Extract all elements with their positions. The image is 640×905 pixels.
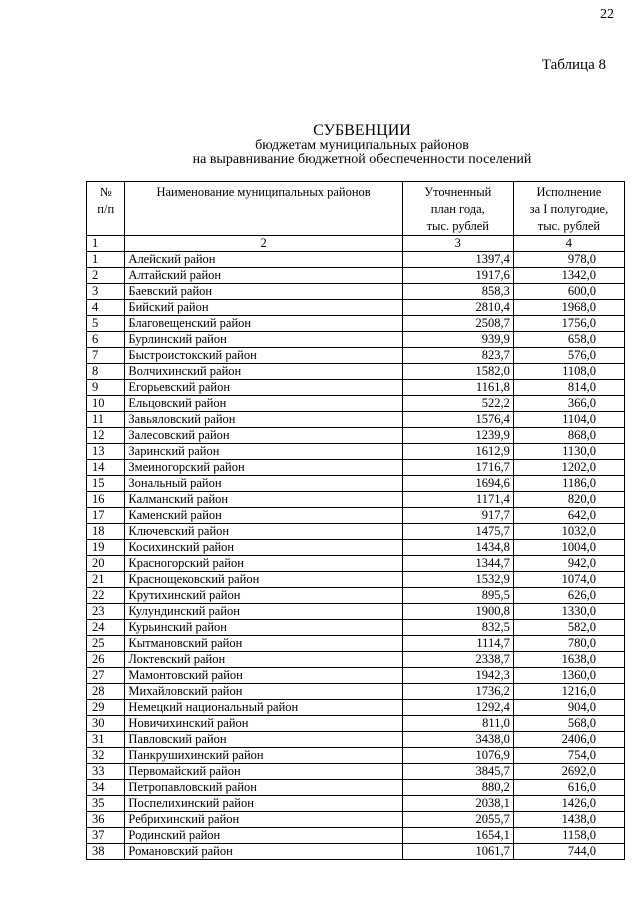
execution-value-cell: 2692,0 [513, 764, 624, 780]
plan-value-cell: 1161,8 [402, 380, 513, 396]
district-name-cell: Поспелихинский район [125, 796, 402, 812]
district-name-cell: Бурлинский район [125, 332, 402, 348]
header-plan-line-2: план года, [430, 202, 485, 216]
district-name-cell: Быстроистокский район [125, 348, 402, 364]
row-number-cell: 18 [87, 524, 125, 540]
plan-value-cell: 2338,7 [402, 652, 513, 668]
district-name-cell: Новичихинский район [125, 716, 402, 732]
plan-value-cell: 1612,9 [402, 444, 513, 460]
district-name-cell: Краснощековский район [125, 572, 402, 588]
execution-value-cell: 626,0 [513, 588, 624, 604]
page-number: 22 [600, 7, 614, 22]
execution-value-cell: 1360,0 [513, 668, 624, 684]
execution-value-cell: 600,0 [513, 284, 624, 300]
table-row [87, 380, 625, 396]
execution-value-cell: 1158,0 [513, 828, 624, 844]
execution-value-cell: 904,0 [513, 700, 624, 716]
row-number-cell: 17 [87, 508, 125, 524]
district-name-cell: Ключевский район [125, 524, 402, 540]
header-num-line-1: № [99, 185, 112, 199]
table-row [87, 524, 625, 540]
row-number-cell: 36 [87, 812, 125, 828]
execution-value-cell: 658,0 [513, 332, 624, 348]
plan-value-cell: 880,2 [402, 780, 513, 796]
row-number-cell: 32 [87, 748, 125, 764]
district-name-cell: Волчихинский район [125, 364, 402, 380]
table-row [87, 588, 625, 604]
table-row [87, 268, 625, 284]
district-name-cell: Благовещенский район [125, 316, 402, 332]
title-line-2: бюджетам муниципальных районов [255, 138, 469, 153]
plan-value-cell: 2508,7 [402, 316, 513, 332]
table-row [87, 556, 625, 572]
table-row [87, 476, 625, 492]
plan-value-cell: 1716,7 [402, 460, 513, 476]
execution-value-cell: 1968,0 [513, 300, 624, 316]
table-row [87, 716, 625, 732]
row-number-cell: 34 [87, 780, 125, 796]
column-number: 2 [125, 236, 402, 252]
execution-value-cell: 1004,0 [513, 540, 624, 556]
district-name-cell: Калманский район [125, 492, 402, 508]
plan-value-cell: 1434,8 [402, 540, 513, 556]
table-row [87, 812, 625, 828]
plan-value-cell: 3438,0 [402, 732, 513, 748]
execution-value-cell: 1756,0 [513, 316, 624, 332]
plan-value-cell: 1654,1 [402, 828, 513, 844]
plan-value-cell: 917,7 [402, 508, 513, 524]
district-name-cell: Павловский район [125, 732, 402, 748]
table-row [87, 492, 625, 508]
table-row [87, 444, 625, 460]
table-row [87, 364, 625, 380]
table-row [87, 316, 625, 332]
execution-value-cell: 820,0 [513, 492, 624, 508]
row-number-cell: 4 [87, 300, 125, 316]
table-row [87, 620, 625, 636]
plan-value-cell: 1076,9 [402, 748, 513, 764]
execution-value-cell: 1426,0 [513, 796, 624, 812]
column-number: 4 [513, 236, 624, 252]
plan-value-cell: 1114,7 [402, 636, 513, 652]
row-number-cell: 9 [87, 380, 125, 396]
plan-value-cell: 1171,4 [402, 492, 513, 508]
document-title [100, 123, 624, 167]
plan-value-cell: 3845,7 [402, 764, 513, 780]
header-plan-line-3: тыс. рублей [426, 219, 489, 233]
table-row [87, 460, 625, 476]
district-name-cell: Залесовский район [125, 428, 402, 444]
execution-value-cell: 2406,0 [513, 732, 624, 748]
execution-value-cell: 754,0 [513, 748, 624, 764]
row-number-cell: 1 [87, 252, 125, 268]
row-number-cell: 37 [87, 828, 125, 844]
header-exec [513, 182, 624, 236]
header-exec-line-2: за I полугодие, [529, 202, 609, 216]
table-row [87, 508, 625, 524]
execution-value-cell: 1342,0 [513, 268, 624, 284]
row-number-cell: 6 [87, 332, 125, 348]
row-number-cell: 8 [87, 364, 125, 380]
row-number-cell: 28 [87, 684, 125, 700]
title-line-3: на выравнивание бюджетной обеспеченности поселений [192, 152, 532, 167]
plan-value-cell: 2038,1 [402, 796, 513, 812]
district-name-cell: Панкрушихинский район [125, 748, 402, 764]
plan-value-cell: 811,0 [402, 716, 513, 732]
plan-value-cell: 895,5 [402, 588, 513, 604]
execution-value-cell: 1330,0 [513, 604, 624, 620]
table-row [87, 684, 625, 700]
plan-value-cell: 1900,8 [402, 604, 513, 620]
district-name-cell: Петропавловский район [125, 780, 402, 796]
table-row [87, 572, 625, 588]
row-number-cell: 29 [87, 700, 125, 716]
table-row [87, 764, 625, 780]
row-number-cell: 21 [87, 572, 125, 588]
plan-value-cell: 1239,9 [402, 428, 513, 444]
plan-value-cell: 2055,7 [402, 812, 513, 828]
district-name-cell: Курьинский район [125, 620, 402, 636]
row-number-cell: 5 [87, 316, 125, 332]
column-number-row [87, 236, 625, 252]
row-number-cell: 7 [87, 348, 125, 364]
plan-value-cell: 1576,4 [402, 412, 513, 428]
district-name-cell: Михайловский район [125, 684, 402, 700]
row-number-cell: 14 [87, 460, 125, 476]
row-number-cell: 3 [87, 284, 125, 300]
plan-value-cell: 1942,3 [402, 668, 513, 684]
column-number: 3 [402, 236, 513, 252]
district-name-cell: Немецкий национальный район [125, 700, 402, 716]
execution-value-cell: 1638,0 [513, 652, 624, 668]
execution-value-cell: 978,0 [513, 252, 624, 268]
plan-value-cell: 1475,7 [402, 524, 513, 540]
district-name-cell: Крутихинский район [125, 588, 402, 604]
row-number-cell: 23 [87, 604, 125, 620]
execution-value-cell: 814,0 [513, 380, 624, 396]
execution-value-cell: 616,0 [513, 780, 624, 796]
execution-value-cell: 1216,0 [513, 684, 624, 700]
plan-value-cell: 1736,2 [402, 684, 513, 700]
table-row [87, 412, 625, 428]
execution-value-cell: 1104,0 [513, 412, 624, 428]
execution-value-cell: 366,0 [513, 396, 624, 412]
row-number-cell: 22 [87, 588, 125, 604]
row-number-cell: 11 [87, 412, 125, 428]
row-number-cell: 25 [87, 636, 125, 652]
table-row [87, 540, 625, 556]
table-row [87, 796, 625, 812]
district-name-cell: Зональный район [125, 476, 402, 492]
row-number-cell: 31 [87, 732, 125, 748]
header-exec-line-3: тыс. рублей [537, 219, 601, 233]
table-row [87, 732, 625, 748]
district-name-cell: Бийский район [125, 300, 402, 316]
district-name-cell: Мамонтовский район [125, 668, 402, 684]
row-number-cell: 38 [87, 844, 125, 860]
execution-value-cell: 576,0 [513, 348, 624, 364]
header-name [125, 182, 402, 236]
execution-value-cell: 582,0 [513, 620, 624, 636]
district-name-cell: Алтайский район [125, 268, 402, 284]
district-name-cell: Романовский район [125, 844, 402, 860]
execution-value-cell: 942,0 [513, 556, 624, 572]
plan-value-cell: 2810,4 [402, 300, 513, 316]
execution-value-cell: 1438,0 [513, 812, 624, 828]
row-number-cell: 16 [87, 492, 125, 508]
row-number-cell: 26 [87, 652, 125, 668]
execution-value-cell: 1032,0 [513, 524, 624, 540]
table-row [87, 636, 625, 652]
plan-value-cell: 1917,6 [402, 268, 513, 284]
table-row [87, 396, 625, 412]
table-row [87, 844, 625, 860]
table-row [87, 428, 625, 444]
execution-value-cell: 642,0 [513, 508, 624, 524]
table-row [87, 700, 625, 716]
table-label: Таблица 8 [541, 57, 606, 73]
district-name-cell: Завьяловский район [125, 412, 402, 428]
district-name-cell: Родинский район [125, 828, 402, 844]
plan-value-cell: 1694,6 [402, 476, 513, 492]
plan-value-cell: 939,9 [402, 332, 513, 348]
district-name-cell: Кытмановский район [125, 636, 402, 652]
plan-value-cell: 1292,4 [402, 700, 513, 716]
district-name-cell: Локтевский район [125, 652, 402, 668]
header-num [87, 182, 125, 236]
row-number-cell: 30 [87, 716, 125, 732]
table-row [87, 284, 625, 300]
execution-value-cell: 1108,0 [513, 364, 624, 380]
row-number-cell: 15 [87, 476, 125, 492]
row-number-cell: 24 [87, 620, 125, 636]
table-row [87, 300, 625, 316]
district-name-cell: Ельцовский район [125, 396, 402, 412]
row-number-cell: 33 [87, 764, 125, 780]
table-row [87, 780, 625, 796]
row-number-cell: 10 [87, 396, 125, 412]
execution-value-cell: 868,0 [513, 428, 624, 444]
table-row [87, 604, 625, 620]
execution-value-cell: 568,0 [513, 716, 624, 732]
district-name-cell: Заринский район [125, 444, 402, 460]
row-number-cell: 12 [87, 428, 125, 444]
plan-value-cell: 832,5 [402, 620, 513, 636]
table-header-row [87, 182, 625, 236]
execution-value-cell: 744,0 [513, 844, 624, 860]
plan-value-cell: 522,2 [402, 396, 513, 412]
plan-value-cell: 1061,7 [402, 844, 513, 860]
table-row [87, 332, 625, 348]
title-main: СУБВЕНЦИИ [313, 122, 411, 139]
table-row [87, 828, 625, 844]
table-row [87, 668, 625, 684]
execution-value-cell: 1074,0 [513, 572, 624, 588]
execution-value-cell: 1130,0 [513, 444, 624, 460]
district-name-cell: Ребрихинский район [125, 812, 402, 828]
district-name-cell: Алейский район [125, 252, 402, 268]
table-row [87, 348, 625, 364]
plan-value-cell: 1344,7 [402, 556, 513, 572]
execution-value-cell: 780,0 [513, 636, 624, 652]
district-name-cell: Каменский район [125, 508, 402, 524]
plan-value-cell: 823,7 [402, 348, 513, 364]
row-number-cell: 20 [87, 556, 125, 572]
district-name-cell: Косихинский район [125, 540, 402, 556]
table-row [87, 652, 625, 668]
district-name-cell: Баевский район [125, 284, 402, 300]
header-plan [402, 182, 513, 236]
header-name-line-1: Наименование муниципальных районов [156, 185, 371, 199]
table-row [87, 748, 625, 764]
district-name-cell: Красногорский район [125, 556, 402, 572]
header-plan-line-1: Уточненный [424, 185, 492, 199]
header-num-line-2: п/п [97, 202, 115, 216]
row-number-cell: 27 [87, 668, 125, 684]
row-number-cell: 2 [87, 268, 125, 284]
plan-value-cell: 1532,9 [402, 572, 513, 588]
execution-value-cell: 1202,0 [513, 460, 624, 476]
plan-value-cell: 1582,0 [402, 364, 513, 380]
plan-value-cell: 1397,4 [402, 252, 513, 268]
row-number-cell: 35 [87, 796, 125, 812]
subventions-table [86, 181, 625, 860]
execution-value-cell: 1186,0 [513, 476, 624, 492]
header-exec-line-1: Исполнение [536, 185, 602, 199]
plan-value-cell: 858,3 [402, 284, 513, 300]
district-name-cell: Кулундинский район [125, 604, 402, 620]
district-name-cell: Егорьевский район [125, 380, 402, 396]
row-number-cell: 13 [87, 444, 125, 460]
table-row [87, 252, 625, 268]
district-name-cell: Первомайский район [125, 764, 402, 780]
row-number-cell: 19 [87, 540, 125, 556]
column-number: 1 [87, 236, 125, 252]
district-name-cell: Змеиногорский район [125, 460, 402, 476]
